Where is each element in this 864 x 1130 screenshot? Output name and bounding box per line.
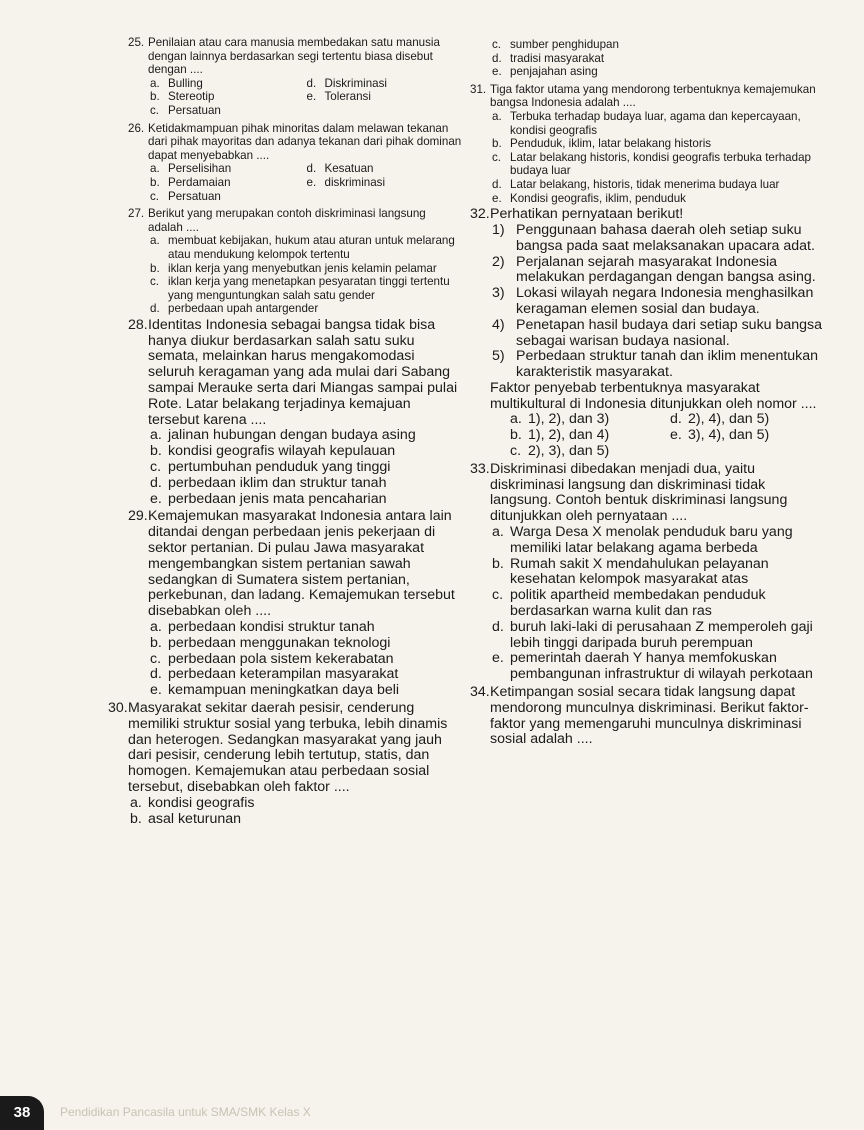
option[interactable]: c. 2), 3), dan 5) <box>510 443 610 460</box>
question-text: Perhatikan pernyataan berikut! <box>490 206 684 223</box>
option-d[interactable]: d. perbedaan iklim dan struktur tanah <box>150 474 387 491</box>
question-text: Kemajemukan masyarakat Indonesia antara lain ditandai dengan perbedaan jenis pekerjaan di sektor pertanian. Di pulau Jawa masyarakat mengembangkan sistem pertanian sawah sedangkan di Sumatera sistem pertanian, perkebunan, dan ladang. Kemajemukan tersebut disebabkan oleh .... <box>148 508 455 620</box>
question-26 <box>128 122 463 204</box>
option-a[interactable]: a. Warga Desa X menolak penduduk baru yang memiliki latar belakang agama berbeda <box>492 524 793 556</box>
question-number: 34. <box>470 684 490 701</box>
question-number: 33. <box>470 460 490 477</box>
option-a[interactable]: a. membuat kebijakan, hukum atau aturan untuk melarang atau mendukung kelompok tertentu <box>150 234 455 261</box>
question-text: Identitas Indonesia sebagai bangsa tidak bisa hanya diukur berdasarkan salah satu suku semata, melainkan harus mengakomodasi seluruh keragaman yang ada mulai dari Sabang sampai Merauke serta dari Miangas sampai pulai Rote. Latar belakang terjadinya kemajuan tersebut karena .... <box>148 316 458 428</box>
options <box>128 162 463 203</box>
option-c[interactable]: c. perbedaan pola sistem kekerabatan <box>150 650 394 667</box>
options <box>470 412 830 459</box>
option-d[interactable]: d. perbedaan keterampilan masyarakat <box>150 666 399 683</box>
option[interactable]: c. Persatuan <box>150 103 221 117</box>
question-text: Ketimpangan sosial secara tidak langsung dapat mendorong munculnya diskriminasi. Berikut faktor-faktor yang memengaruhi munculnya diskriminasi sosial adalah .... <box>490 684 809 748</box>
option[interactable]: d. Kesatuan <box>306 162 374 176</box>
option-d[interactable]: d. perbedaan upah antargender <box>150 302 319 316</box>
page-number-badge: 38 <box>0 1096 44 1130</box>
option-e[interactable]: e. penjajahan asing <box>492 65 598 79</box>
question-text: Penilaian atau cara manusia membedakan satu manusia dengan lainnya berdasarkan segi tertentu biasa disebut dengan .... <box>148 36 440 77</box>
option-b[interactable]: b. asal keturunan <box>130 810 242 827</box>
question-number: 32. <box>470 206 490 223</box>
question-34 <box>470 685 830 748</box>
question-number: 30. <box>108 700 128 716</box>
option-a[interactable]: a. perbedaan kondisi struktur tanah <box>150 619 375 636</box>
option[interactable]: b. 1), 2), dan 4) <box>510 427 610 444</box>
options <box>128 77 463 118</box>
question-30 <box>108 701 463 827</box>
option[interactable]: e. 3), 4), dan 5) <box>670 427 770 444</box>
option-c[interactable]: c. politik apartheid membedakan penduduk berdasarkan warna kulit dan ras <box>492 587 766 620</box>
option-b[interactable]: b. Penduduk, iklim, latar belakang historis <box>492 137 712 151</box>
option-e[interactable]: e. pemerintah daerah Y hanya memfokuskan pembangunan infrastruktur di wilayah perkotaan <box>492 650 813 683</box>
statement: 3) Lokasi wilayah negara Indonesia menghasilkan keragaman elemen sosial dan budaya. <box>492 285 814 317</box>
question-27 <box>128 207 463 316</box>
statement: 4) Penetapan hasil budaya dari setiap suku bangsa sebagai warisan budaya nasional. <box>492 316 823 349</box>
option-d[interactable]: d. buruh laki-laki di perusahaan Z memperoleh gaji lebih tinggi daripada buruh perempuan <box>492 618 813 651</box>
option[interactable]: a. 1), 2), dan 3) <box>510 411 610 428</box>
question-text: Masyarakat sekitar daerah pesisir, cenderung memiliki struktur sosial yang terbuka, lebih dinamis dan heterogen. Sedangkan masyarakat yang jauh dari pesisir, cenderung lebih tertutup, statis, dan homogen. Kemajemukan atau perbedaan sosial tersebut, disebabkan oleh faktor .... <box>128 700 448 795</box>
question-text: Ketidakmampuan pihak minoritas dalam melawan tekanan dari pihak mayoritas dan adanya tekanan dari pihak dominan dapat menyebabkan .... <box>148 121 462 162</box>
option[interactable]: e. Toleransi <box>306 90 371 104</box>
option-a[interactable]: a. Terbuka terhadap budaya luar, agama dan kepercayaan, kondisi geografis <box>492 109 801 137</box>
question-33 <box>470 462 830 683</box>
statement: 2) Perjalanan sejarah masyarakat Indonesia melakukan perdagangan dengan bangsa asing. <box>492 253 816 286</box>
option[interactable]: a. Bulling <box>150 76 203 90</box>
option-d[interactable]: d. tradisi masyarakat <box>492 51 605 65</box>
option-c[interactable]: c. iklan kerja yang menetapkan pesyaratan tinggi tertentu yang menguntungkan salah satu gender <box>150 275 450 302</box>
option-b[interactable]: b. iklan kerja yang menyebutkan jenis kelamin pelamar <box>150 261 437 275</box>
question-32 <box>470 207 830 460</box>
option-c[interactable]: c. sumber penghidupan <box>492 38 619 51</box>
statement: 1) Penggunaan bahasa daerah oleh setiap suku bangsa pada saat melaksanakan upacara adat. <box>492 221 815 254</box>
question-text: Berikut yang merupakan contoh diskriminasi langsung adalah .... <box>148 207 426 234</box>
right-column <box>470 38 830 750</box>
question-text: Tiga faktor utama yang mendorong terbentuknya kemajemukan bangsa Indonesia adalah .... <box>490 82 816 110</box>
question-prompt: Faktor penyebab terbentuknya masyarakat multikultural di Indonesia ditunjukkan oleh nomor .... <box>490 379 817 412</box>
option-e[interactable]: e. kemampuan meningkatkan daya beli <box>150 682 400 699</box>
question-number: 28. <box>128 316 148 333</box>
option[interactable]: d. 2), 4), dan 5) <box>670 411 770 428</box>
option-b[interactable]: b. perbedaan menggunakan teknologi <box>150 634 391 651</box>
question-number: 26. <box>128 121 145 135</box>
question-number: 27. <box>128 207 145 221</box>
option-e[interactable]: e. perbedaan jenis mata pencaharian <box>150 490 387 507</box>
option-a[interactable]: a. jalinan hubungan dengan budaya asing <box>150 427 416 444</box>
question-number: 25. <box>128 36 145 49</box>
question-31 <box>470 83 830 205</box>
option-e[interactable]: e. Kondisi geografis, iklim, penduduk <box>492 191 686 205</box>
question-30-continued-options <box>470 38 830 79</box>
question-28 <box>128 318 463 508</box>
option[interactable]: a. Perselisihan <box>150 162 232 176</box>
question-number: 31. <box>470 82 487 96</box>
question-number: 29. <box>128 508 148 525</box>
option-b[interactable]: b. Rumah sakit X mendahulukan pelayanan kesehatan kelompok masyarakat atas <box>492 555 769 588</box>
option[interactable]: c. Persatuan <box>150 189 221 203</box>
option[interactable]: b. Perdamaian <box>150 175 231 189</box>
question-text: Diskriminasi dibedakan menjadi dua, yaitu diskriminasi langsung dan diskriminasi tidak langsung. Contoh bentuk diskriminasi langsung ditunjukkan oleh pernyataan .... <box>490 460 788 525</box>
option-c[interactable]: c. pertumbuhan penduduk yang tinggi <box>150 459 391 476</box>
option[interactable]: d. Diskriminasi <box>306 76 387 90</box>
option-d[interactable]: d. Latar belakang, historis, tidak menerima budaya luar <box>492 177 780 191</box>
book-title: Pendidikan Pancasila untuk SMA/SMK Kelas X <box>60 1105 311 1119</box>
option-b[interactable]: b. kondisi geografis wilayah kepulauan <box>150 443 396 460</box>
page-footer <box>0 1096 864 1130</box>
option-c[interactable]: c. Latar belakang historis, kondisi geografis terbuka terhadap budaya luar <box>492 150 811 178</box>
option[interactable]: e. diskriminasi <box>306 175 386 189</box>
option[interactable]: b. Stereotip <box>150 90 215 104</box>
question-29 <box>128 509 463 699</box>
question-25 <box>128 36 463 118</box>
option-a[interactable]: a. kondisi geografis <box>130 794 255 811</box>
statement: 5) Perbedaan struktur tanah dan iklim menentukan karakteristik masyarakat. <box>492 348 819 381</box>
left-column <box>108 36 463 829</box>
